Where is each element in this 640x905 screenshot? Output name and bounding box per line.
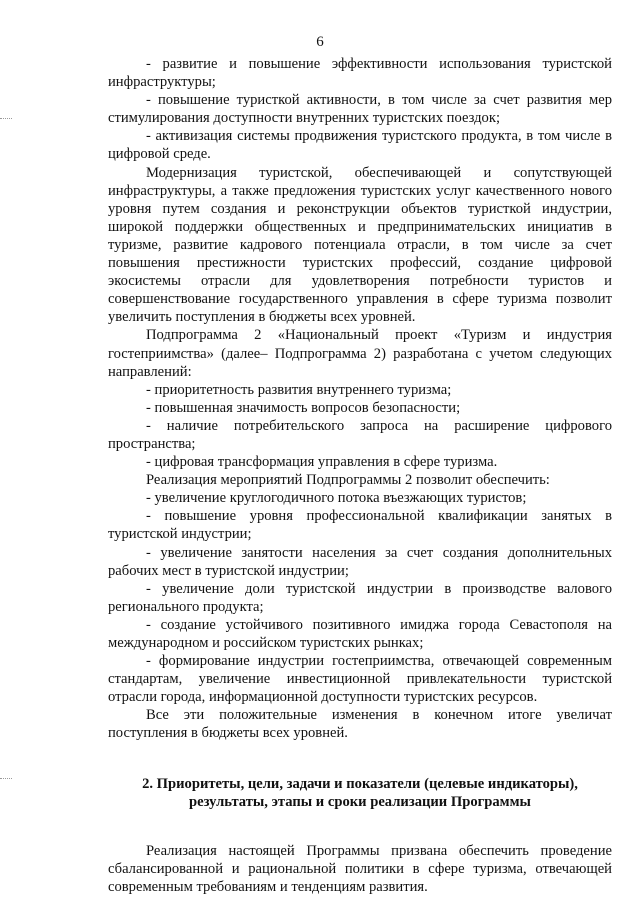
list-item: - увеличение доли туристской индустрии в производстве валового регионального продукта;: [108, 580, 612, 615]
paragraph: - повышение туристкой активности, в том числе за счет развития мер стимулирования доступности внутренних туристских поездок;: [108, 92, 612, 127]
paragraph: - развитие и повышение эффективности использования туристской инфраструктуры;: [108, 56, 612, 91]
section-heading-line: результаты, этапы и сроки реализации Программы: [189, 794, 531, 811]
list-item: - создание устойчивого позитивного имиджа города Севастополя на международном и российском туристских рынках;: [108, 616, 612, 651]
page-number: 6: [316, 34, 324, 50]
list-item: - повышение уровня профессиональной квалификации занятых в туристской индустрии;: [108, 508, 612, 543]
section-heading-line: 2. Приоритеты, цели, задачи и показатели (целевые индикаторы),: [142, 775, 578, 792]
list-item: - повышенная значимость вопросов безопасности;: [146, 399, 461, 416]
binder-hole-mark: [0, 778, 12, 779]
binder-hole-mark: [0, 118, 12, 119]
list-item: - наличие потребительского запроса на расширение цифрового пространства;: [108, 417, 612, 452]
list-item: - увеличение занятости населения за счет создания дополнительных рабочих мест в туристской индустрии;: [108, 544, 612, 579]
document-body: [108, 55, 612, 896]
paragraph: Реализация настоящей Программы призвана обеспечить проведение сбалансированной и рациональной политики в сфере туризма, отвечающей современным требованиям и тенденциям развития.: [108, 842, 612, 895]
paragraph: - активизация системы продвижения туристского продукта, в том числе в цифровой среде.: [108, 128, 612, 163]
paragraph: Модернизация туристской, обеспечивающей и сопутствующей инфраструктуры, а также предложения туристских услуг качественного нового уровня путем создания и реконструкции объектов туристкой индустрии, широкой поддержки общественных и предпринимательских инициатив в туризме, развитие кадрового потенциала отрасли, в том числе за счет повышения престижности туристских профессий, создание цифровой экосистемы отрасли для удовлетворения потребности туристов и совершенствование государственного управления в сфере туризма позволит увеличить поступления в бюджеты всех уровней.: [108, 164, 612, 326]
list-item: - формирование индустрии гостеприимства, отвечающей современным стандартам, увеличение инвестиционной привлекательности туристской отрасли города, информационной доступности туристских ресурсов.: [108, 653, 612, 706]
paragraph: Подпрограмма 2 «Национальный проект «Туризм и индустрия гостеприимства» (далее– Подпрограмма 2) разработана с учетом следующих направлений:: [108, 327, 612, 380]
list-item: - цифровая трансформация управления в сфере туризма.: [146, 454, 498, 471]
list-item: - увеличение круглогодичного потока въезжающих туристов;: [146, 490, 527, 507]
section-heading: [108, 775, 612, 812]
paragraph: Реализация мероприятий Подпрограммы 2 позволит обеспечить:: [146, 472, 550, 489]
list-item: - приоритетность развития внутреннего туризма;: [146, 381, 452, 398]
paragraph: Все эти положительные изменения в конечном итоге увеличат поступления в бюджеты всех уровней.: [108, 707, 612, 742]
